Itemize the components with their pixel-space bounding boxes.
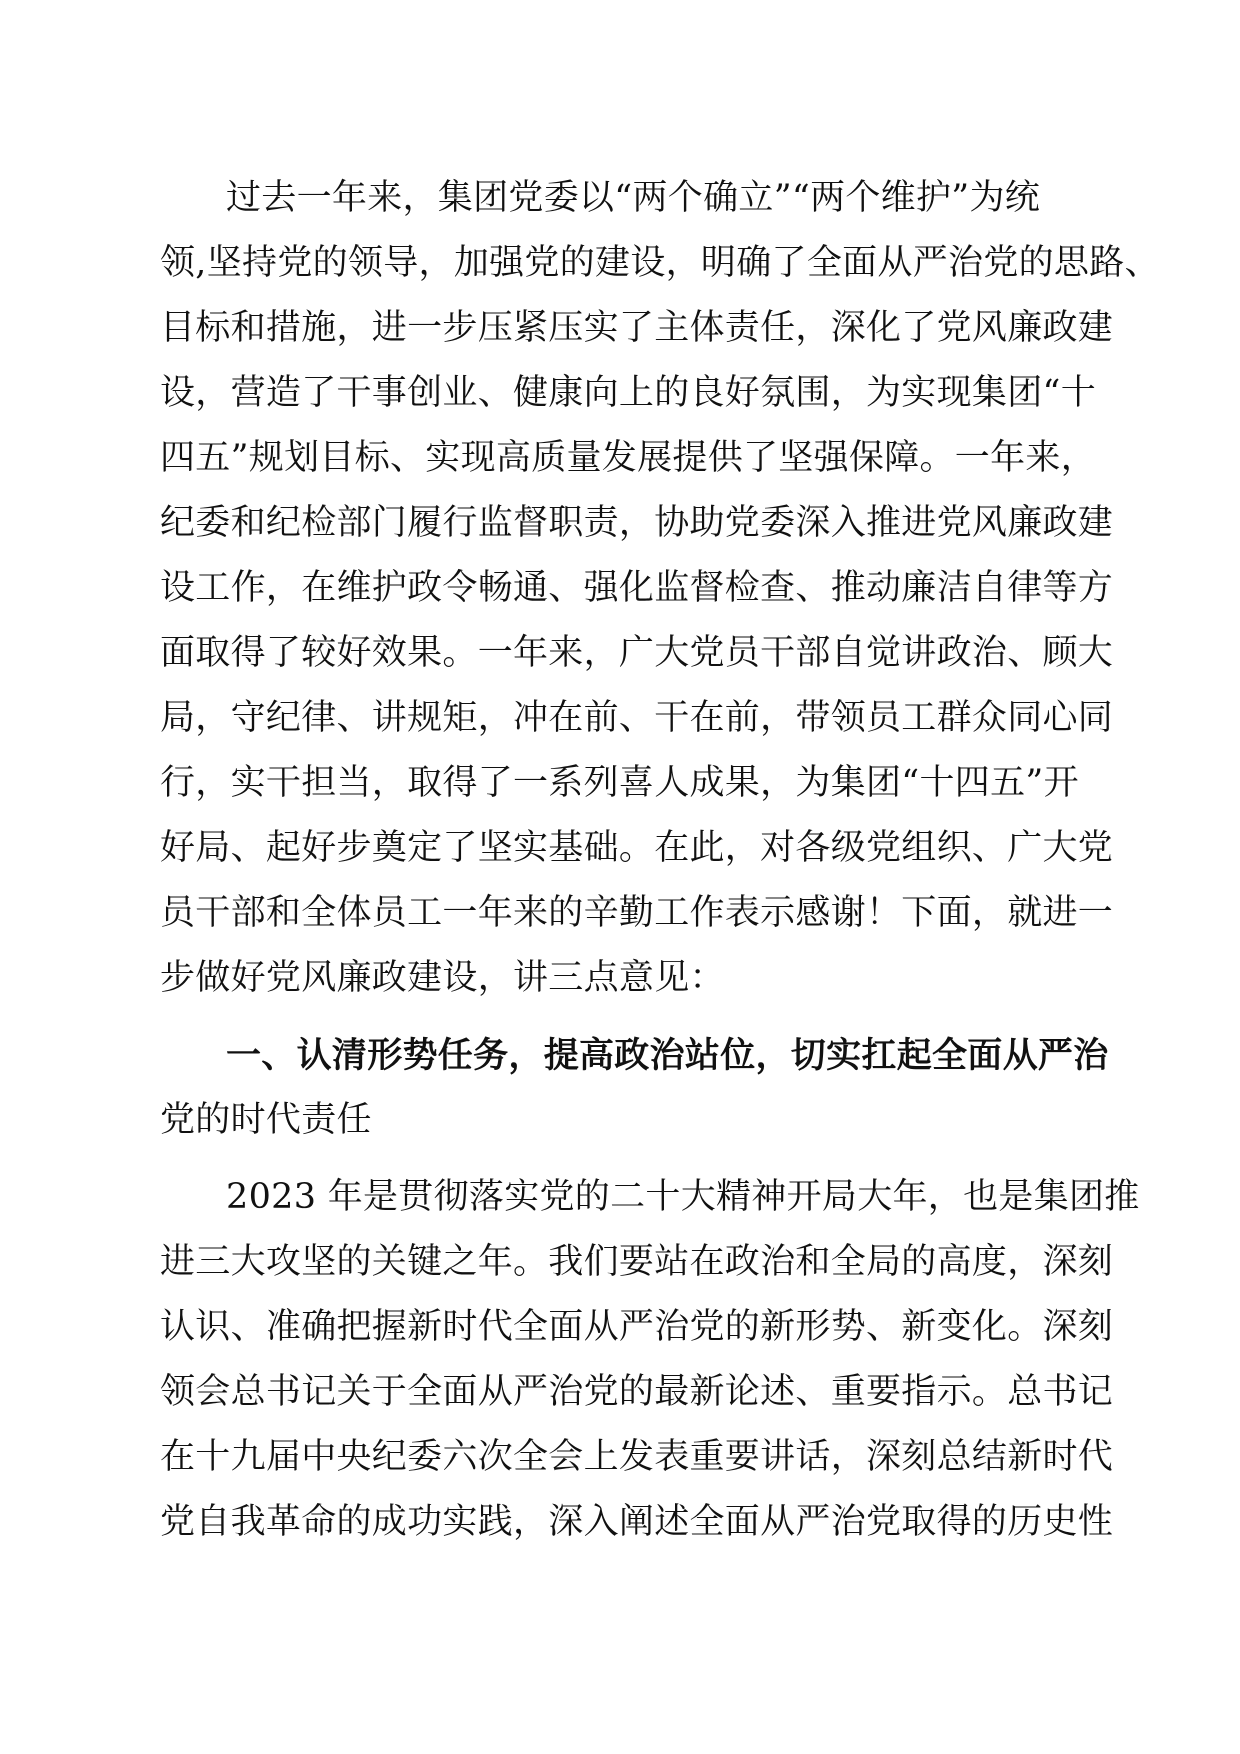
paragraph-line: 面取得了较好效果。一年来，广大党员干部自觉讲政治、顾大 xyxy=(160,633,1114,673)
paragraph-line: 党自我革命的成功实践，深入阐述全面从严治党取得的历史性 xyxy=(160,1502,1114,1542)
page-content xyxy=(160,166,1160,1555)
paragraph-line: 设，营造了干事创业、健康向上的良好氛围，为实现集团“十 xyxy=(160,373,1096,413)
paragraph-line: 员干部和全体员工一年来的辛勤工作表示感谢！下面，就进一 xyxy=(160,893,1114,933)
section-heading-line: 党的时代责任 xyxy=(160,1100,372,1140)
body-paragraph xyxy=(160,1165,1140,1555)
body-paragraph xyxy=(160,166,1160,1011)
section-heading-line: 一、认清形势任务，提高政治站位，切实扛起全面从严治 xyxy=(226,1035,1109,1076)
paragraph-line: 纪委和纪检部门履行监督职责，协助党委深入推进党风廉政建 xyxy=(160,503,1114,543)
paragraph-line: 过去一年来，集团党委以“两个确立”“两个维护”为统 xyxy=(226,178,1041,218)
section-heading xyxy=(160,1023,1120,1153)
paragraph-spacer xyxy=(160,1153,1120,1165)
paragraph-line: 好局、起好步奠定了坚实基础。在此，对各级党组织、广大党 xyxy=(160,828,1114,868)
paragraph-line: 行，实干担当，取得了一系列喜人成果，为集团“十四五”开 xyxy=(160,763,1079,803)
paragraph-line: 四五”规划目标、实现高质量发展提供了坚强保障。一年来， xyxy=(160,438,1096,478)
paragraph-line: 步做好党风廉政建设，讲三点意见： xyxy=(160,958,725,998)
paragraph-line: 局，守纪律、讲规矩，冲在前、干在前，带领员工群众同心同 xyxy=(160,698,1114,738)
paragraph-line: 领会总书记关于全面从严治党的最新论述、重要指示。总书记 xyxy=(160,1372,1114,1412)
paragraph-line: 目标和措施，进一步压紧压实了主体责任，深化了党风廉政建 xyxy=(160,308,1114,348)
paragraph-line: 领,坚持党的领导，加强党的建设，明确了全面从严治党的思路、 xyxy=(160,243,1160,283)
paragraph-line: 在十九届中央纪委六次全会上发表重要讲话，深刻总结新时代 xyxy=(160,1437,1114,1477)
paragraph-spacer xyxy=(160,1011,1120,1023)
paragraph-line: 进三大攻坚的关键之年。我们要站在政治和全局的高度，深刻 xyxy=(160,1242,1114,1282)
paragraph-line: 设工作，在维护政令畅通、强化监督检查、推动廉洁自律等方 xyxy=(160,568,1114,608)
paragraph-line: 2023 年是贯彻落实党的二十大精神开局大年，也是集团推 xyxy=(226,1177,1140,1217)
paragraph-line: 认识、准确把握新时代全面从严治党的新形势、新变化。深刻 xyxy=(160,1307,1114,1347)
